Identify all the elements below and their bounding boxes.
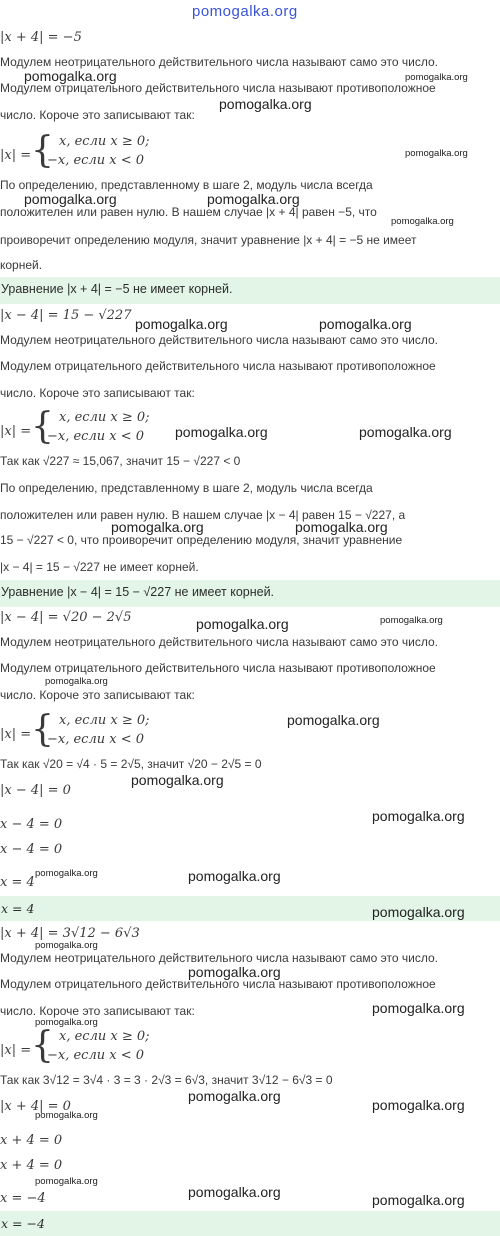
watermark: pomogalka.org [207,191,300,207]
watermark: pomogalka.org [188,964,281,980]
watermark: pomogalka.org [35,1017,98,1028]
watermark: pomogalka.org [35,1110,98,1121]
answer-highlight-4 [0,1211,500,1236]
answer-text: Уравнение |x + 4| = −5 не имеет корней. [1,282,233,296]
solution-step: x = 4 [0,875,35,890]
answer-text: x = 4 [1,901,35,916]
abs-x-label: |x| = [0,1043,32,1058]
equation-3: |x − 4| = √20 − 2√5 [0,610,132,625]
watermark: pomogalka.org [372,1000,465,1016]
definition-negative: Модулем отрицательного действительного числа называют противоположное [0,661,436,675]
watermark: pomogalka.org [35,1176,98,1187]
solution-step: x = −4 [0,1191,46,1206]
watermark: pomogalka.org [372,1097,465,1113]
watermark: pomogalka.org [380,615,443,626]
paragraph-line: положителен или равен нулю. В нашем случае |x + 4| равен −5, что [0,205,377,219]
watermark: pomogalka.org [135,316,228,332]
watermark: pomogalka.org [405,72,468,83]
equation-4: |x + 4| = 3√12 − 6√3 [0,926,140,941]
paragraph-line: проиворечит определению модуля, значит уравнение |x + 4| = −5 не имеет [0,233,417,247]
brace-symbol: { [31,1025,54,1066]
watermark: pomogalka.org [175,424,268,440]
watermark: pomogalka.org [45,676,108,687]
case-row-2: −x, если x < 0 [47,1048,145,1063]
abs-x-label: |x| = [0,424,32,439]
paragraph-line: Так как √20 = √4 · 5 = 2√5, значит √20 − 2√5 = 0 [0,757,262,771]
watermark: pomogalka.org [35,868,98,879]
solution-step: x − 4 = 0 [0,842,63,857]
watermark: pomogalka.org [131,772,224,788]
brace-symbol: { [31,130,54,171]
brace-symbol: { [31,709,54,750]
case-row-1: x, если x ≥ 0; [59,1029,150,1044]
paragraph-line: положителен или равен нулю. В нашем случае |x − 4| равен 15 − √227, а [0,508,406,522]
abs-x-label: |x| = [0,148,32,163]
answer-text: x = −4 [1,1216,45,1231]
solution-step: |x − 4| = 0 [0,783,71,798]
definition-short: число. Короче это записывают так: [0,1004,195,1018]
watermark: pomogalka.org [319,316,412,332]
abs-definition-cases [0,130,200,175]
watermark: pomogalka.org [287,712,380,728]
paragraph-line: По определению, представленному в шаге 2, модуль числа всегда [0,481,373,495]
watermark: pomogalka.org [372,1192,465,1208]
case-row-1: x, если x ≥ 0; [59,410,150,425]
case-row-2: −x, если x < 0 [47,429,145,444]
definition-short: число. Короче это записывают так: [0,386,195,400]
definition-nonnegative: Модулем неотрицательного действительного числа называют само это число. [0,333,438,347]
watermark: pomogalka.org [391,216,454,227]
definition-nonnegative: Модулем неотрицательного действительного числа называют само это число. [0,951,438,965]
watermark: pomogalka.org [188,868,281,884]
definition-negative: Модулем отрицательного действительного числа называют противоположное [0,359,436,373]
abs-definition-cases [0,406,200,451]
case-row-2: −x, если x < 0 [47,732,145,747]
paragraph-line: 15 − √227 < 0, что проиворечит определению модуля, значит уравнение [0,533,403,547]
definition-negative: Модулем отрицательного действительного числа называют противоположное [0,81,436,95]
watermark: pomogalka.org [24,68,117,84]
definition-nonnegative: Модулем неотрицательного действительного числа называют само это число. [0,55,438,69]
case-row-2: −x, если x < 0 [47,153,145,168]
solution-step: x − 4 = 0 [0,817,63,832]
equation-2: |x − 4| = 15 − √227 [0,308,132,323]
answer-highlight-2 [0,580,500,607]
answer-text: Уравнение |x − 4| = 15 − √227 не имеет корней. [1,585,275,599]
brace-symbol: { [31,406,54,447]
paragraph-line: Так как √227 ≈ 15,067, значит 15 − √227 < 0 [0,454,241,468]
paragraph-line: |x − 4| = 15 − √227 не имеет корней. [0,560,199,574]
watermark: pomogalka.org [219,96,312,112]
definition-negative: Модулем отрицательного действительного числа называют противоположное [0,977,436,991]
paragraph-line: Так как 3√12 = 3√4 · 3 = 3 · 2√3 = 6√3, значит 3√12 − 6√3 = 0 [0,1073,333,1087]
paragraph-line: По определению, представленному в шаге 2, модуль числа всегда [0,178,373,192]
case-row-1: x, если x ≥ 0; [59,134,150,149]
watermark-top: pomogalka.org [192,3,298,20]
watermark: pomogalka.org [196,616,289,632]
abs-x-label: |x| = [0,727,32,742]
watermark: pomogalka.org [188,1184,281,1200]
equation-1: |x + 4| = −5 [0,30,82,45]
solution-step: x + 4 = 0 [0,1158,63,1173]
watermark: pomogalka.org [24,191,117,207]
paragraph-line: корней. [0,258,43,272]
definition-short: число. Короче это записывают так: [0,688,195,702]
case-row-1: x, если x ≥ 0; [59,713,150,728]
definition-nonnegative: Модулем неотрицательного действительного числа называют само это число. [0,635,438,649]
solution-step: x + 4 = 0 [0,1133,63,1148]
watermark: pomogalka.org [35,940,98,951]
watermark: pomogalka.org [111,519,204,535]
definition-short: число. Короче это записывают так: [0,108,195,122]
abs-definition-cases [0,1025,200,1070]
watermark: pomogalka.org [372,904,465,920]
watermark: pomogalka.org [359,424,452,440]
watermark: pomogalka.org [188,1088,281,1104]
watermark: pomogalka.org [295,519,388,535]
answer-highlight-1 [0,277,500,304]
solution-step: |x + 4| = 0 [0,1099,71,1114]
watermark: pomogalka.org [372,808,465,824]
watermark: pomogalka.org [405,148,468,159]
abs-definition-cases [0,709,200,754]
